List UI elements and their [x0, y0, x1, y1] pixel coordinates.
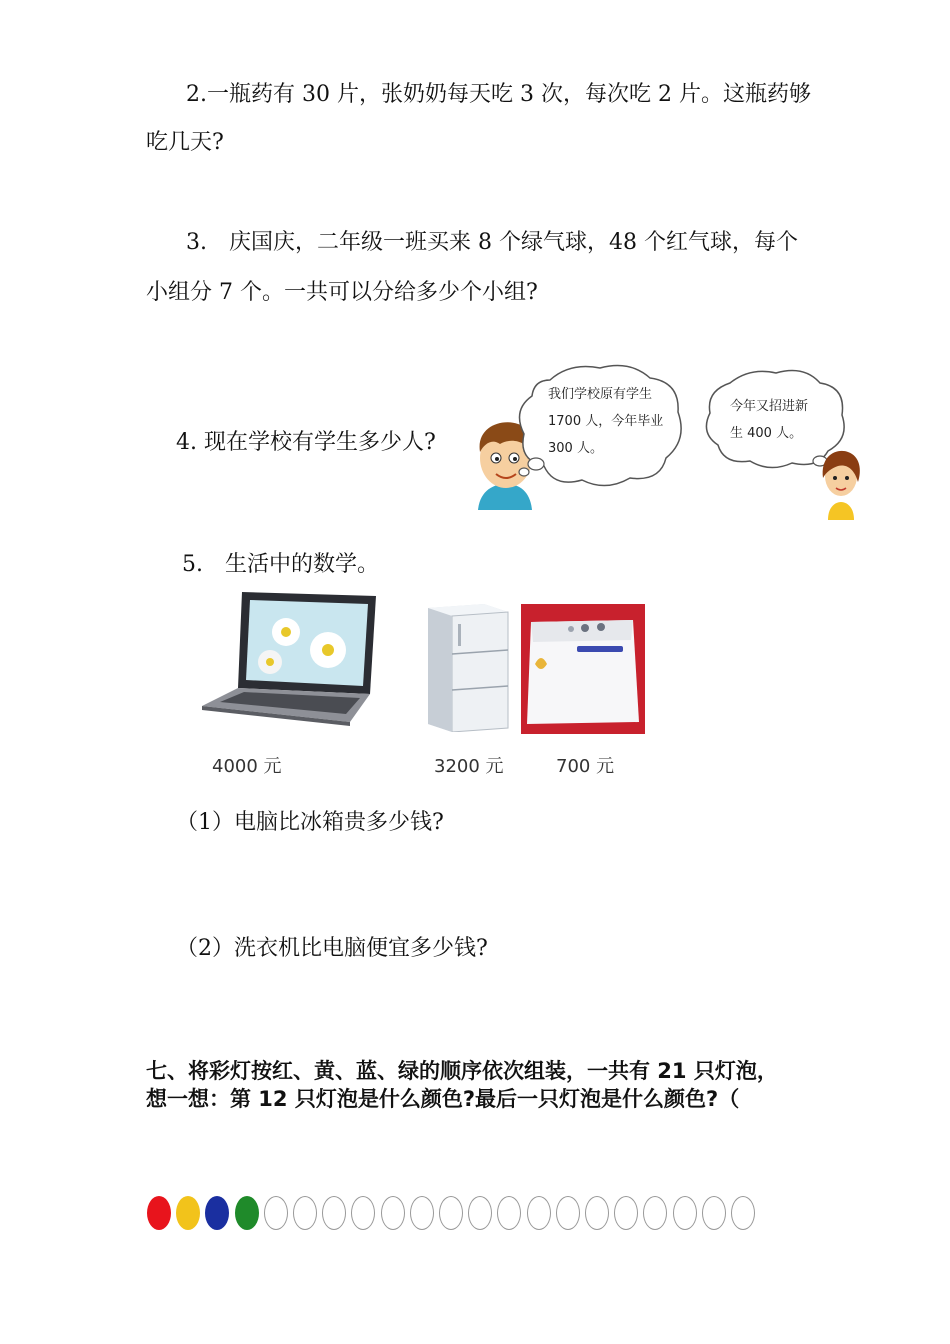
bulb-empty [468, 1196, 492, 1230]
washing-machine-icon [521, 604, 645, 734]
laptop-price: 4000 元 [212, 756, 282, 777]
boy-bubble-line2: 1700 人，今年毕业 [548, 414, 664, 429]
washing-machine-price: 700 元 [556, 756, 615, 777]
q7-line1: 七、将彩灯按红、黄、蓝、绿的顺序依次组装，一共有 21 只灯泡， [146, 1059, 778, 1083]
q5-sub2: （2）洗衣机比电脑便宜多少钱? [176, 936, 488, 961]
q3-line2: 小组分 7 个。一共可以分给多少个小组? [146, 280, 538, 305]
q5-sub1: （1）电脑比冰箱贵多少钱? [176, 810, 444, 835]
q3-line1: 3. 庆国庆，二年级一班买来 8 个绿气球，48 个红气球，每个 [186, 230, 798, 255]
bulb-empty [322, 1196, 346, 1230]
fridge-price: 3200 元 [434, 756, 504, 777]
bulb-empty [497, 1196, 521, 1230]
bulb-empty [410, 1196, 434, 1230]
bulb-empty [556, 1196, 580, 1230]
bulb-empty [585, 1196, 609, 1230]
bulb-empty [702, 1196, 726, 1230]
boy-bubble-line3: 300 人。 [548, 441, 603, 456]
boy-bubble-line1: 我们学校原有学生 [548, 387, 653, 402]
bulb-empty [351, 1196, 375, 1230]
bulb-empty [439, 1196, 463, 1230]
bulb-colored [176, 1196, 200, 1230]
q2-line1: 2.一瓶药有 30 片，张奶奶每天吃 3 次，每次吃 2 片。这瓶药够 [186, 82, 811, 107]
girl-bubble-line1: 今年又招进新 [730, 399, 809, 414]
bulb-colored [147, 1196, 171, 1230]
bulb-colored [205, 1196, 229, 1230]
bulb-empty [264, 1196, 288, 1230]
bulb-empty [527, 1196, 551, 1230]
bulb-empty [673, 1196, 697, 1230]
laptop-icon [200, 590, 380, 730]
bulb-empty [293, 1196, 317, 1230]
q2-line2: 吃几天? [146, 130, 224, 155]
girl-bubble-line2: 生 400 人。 [730, 426, 803, 441]
bulb-empty [731, 1196, 755, 1230]
q7-line2: 想一想：第 12 只灯泡是什么颜色?最后一只灯泡是什么颜色?（ [146, 1087, 740, 1111]
fridge-icon [418, 602, 512, 732]
bulb-empty [381, 1196, 405, 1230]
q4-text: 4. 现在学校有学生多少人? [176, 430, 436, 455]
bulb-colored [235, 1196, 259, 1230]
q5-title: 5. 生活中的数学。 [182, 552, 379, 577]
bulb-empty [643, 1196, 667, 1230]
girl-icon [818, 446, 864, 520]
bulb-empty [614, 1196, 638, 1230]
